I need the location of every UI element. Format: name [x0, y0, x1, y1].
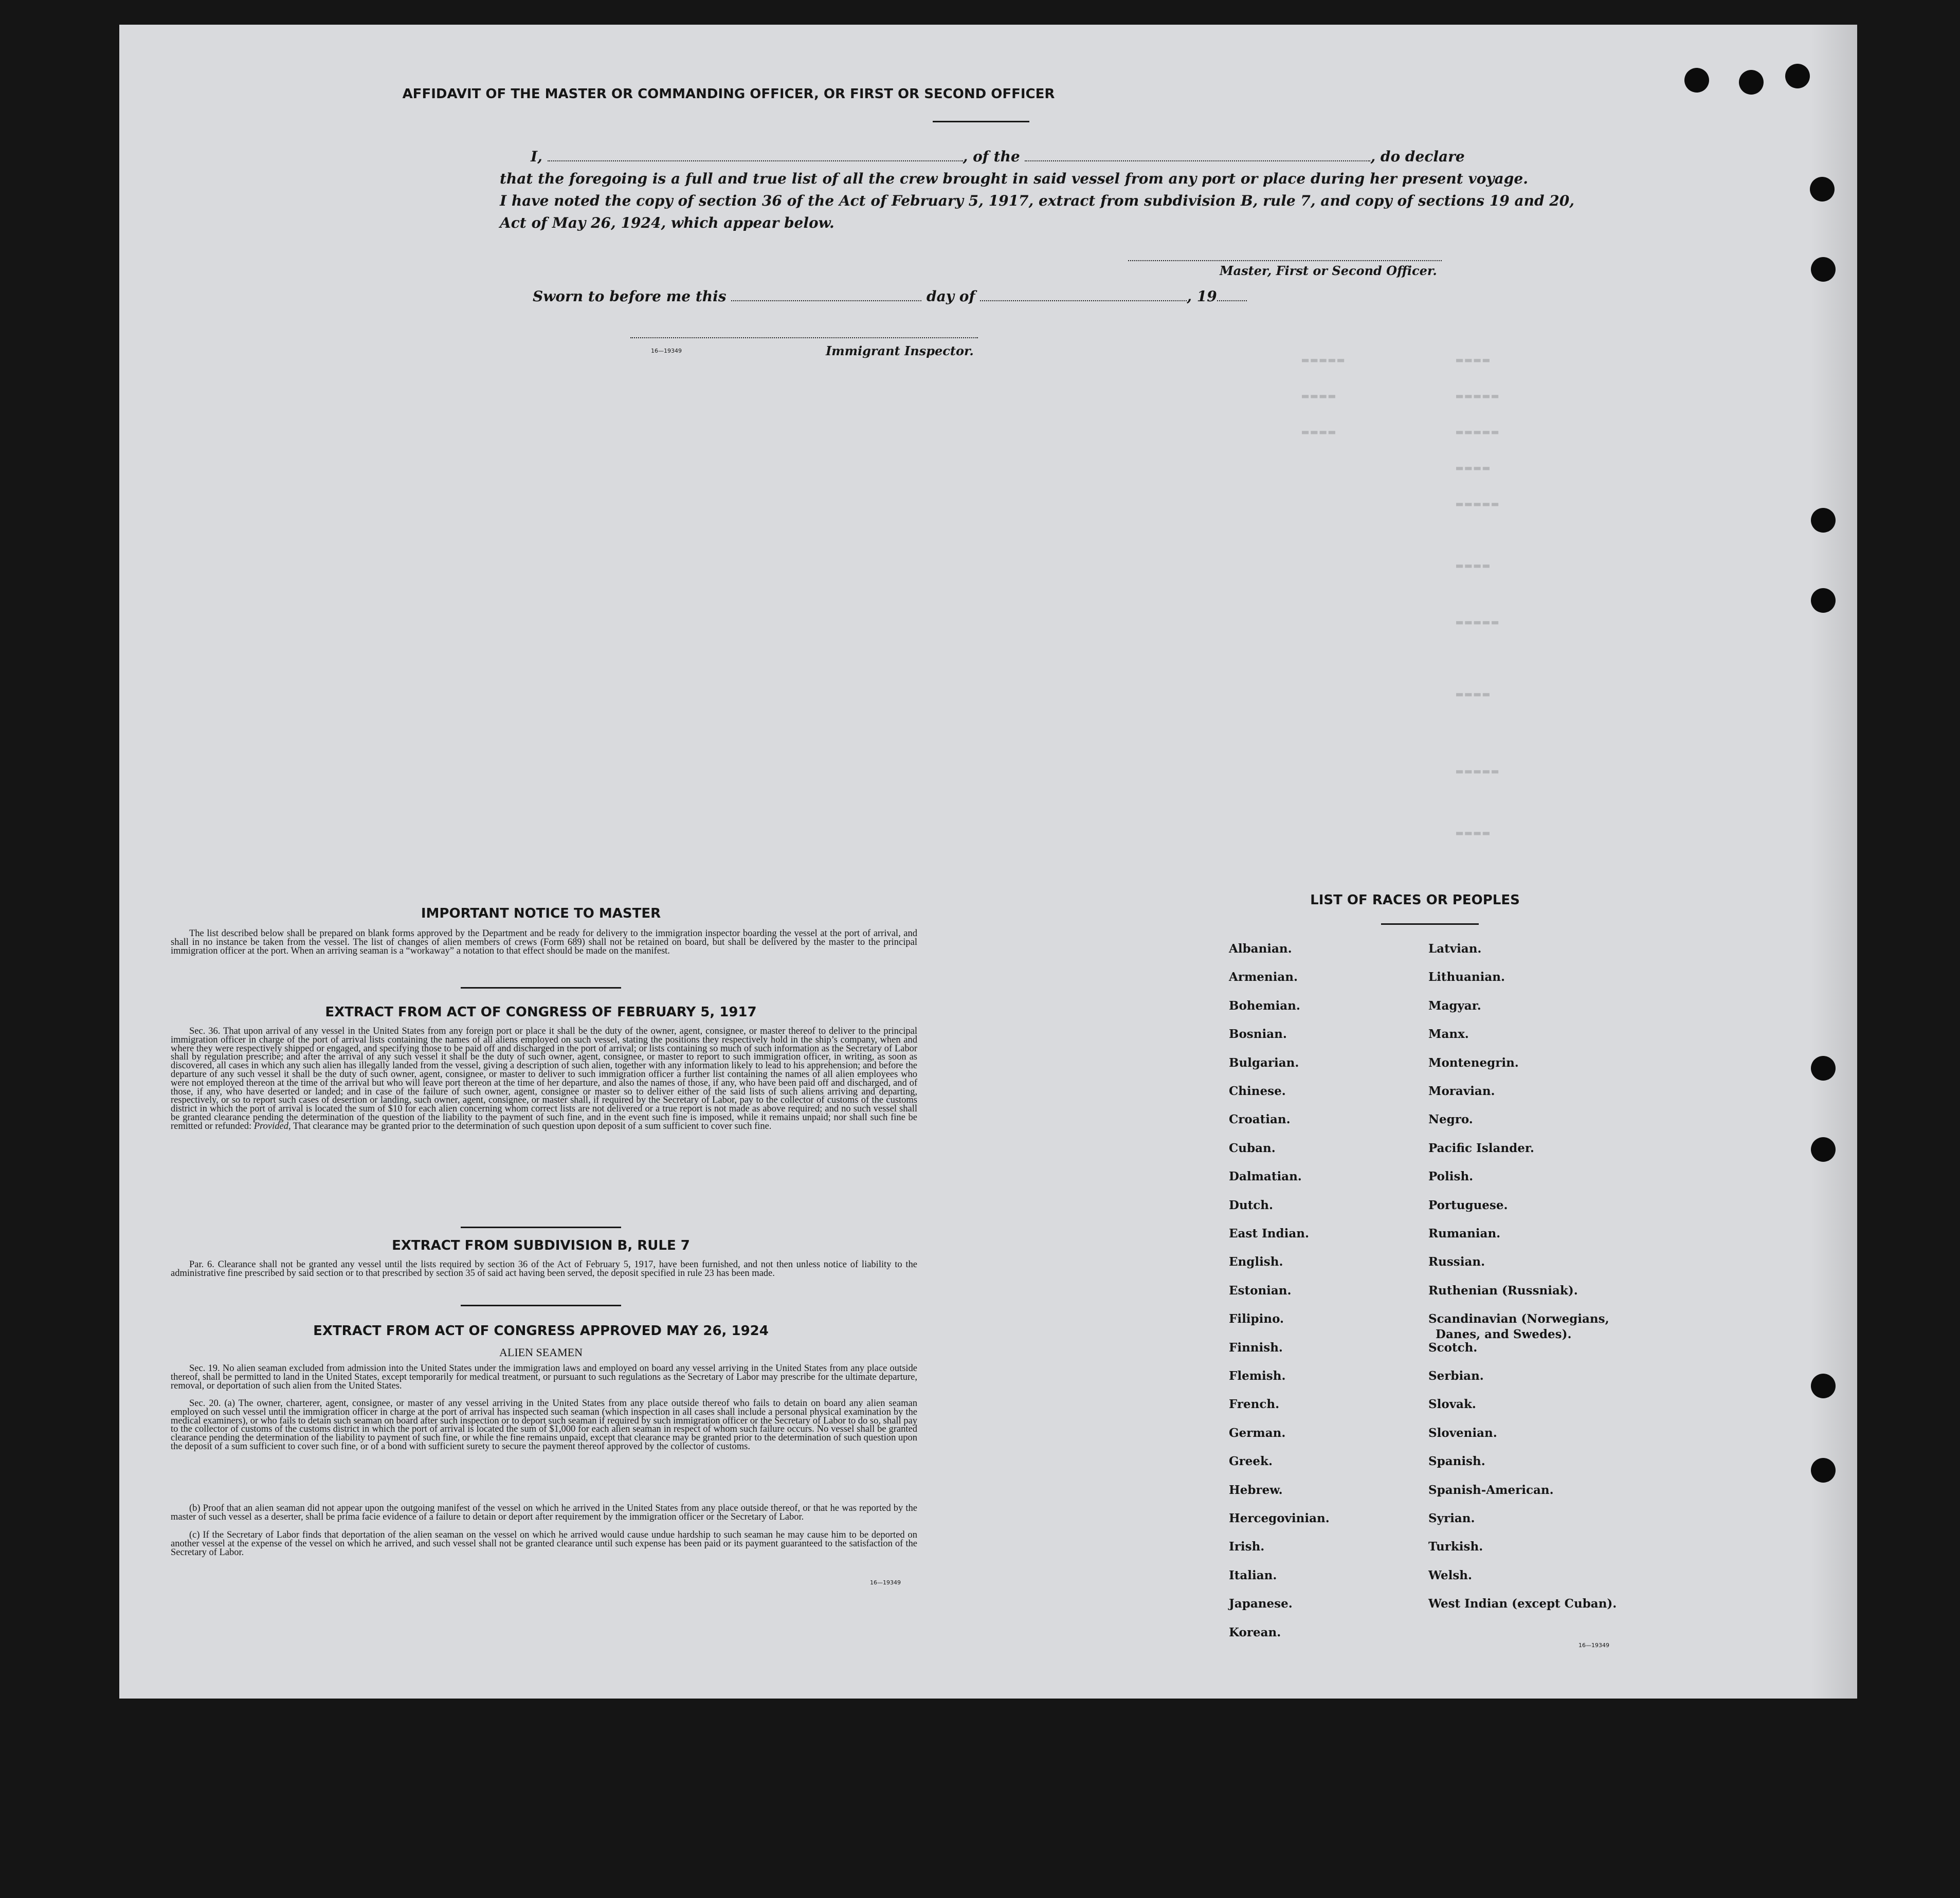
races-form-number: 16—19349: [1578, 1642, 1609, 1649]
bleed-through-mark: ▬▬▬▬▬: [1456, 765, 1501, 778]
affidavit-title-rule: [933, 121, 1029, 122]
punch-hole: [1811, 1458, 1836, 1483]
punch-hole: [1785, 64, 1810, 88]
race-item: Irish.: [1229, 1540, 1265, 1554]
i-label: I,: [531, 148, 542, 165]
race-item: Dalmatian.: [1229, 1170, 1302, 1184]
race-item: Japanese.: [1229, 1597, 1293, 1611]
punch-hole: [1811, 1374, 1836, 1398]
punch-hole: [1684, 68, 1709, 93]
master-signature-label: Master, First or Second Officer.: [1220, 263, 1437, 278]
bleed-through-mark: ▬▬▬▬▬: [1456, 426, 1501, 439]
sworn-year-field[interactable]: [1217, 298, 1247, 301]
race-item: Syrian.: [1428, 1511, 1475, 1525]
extract-1917-title: EXTRACT FROM ACT OF CONGRESS OF FEBRUARY 5, 1917: [325, 1005, 757, 1020]
extract-1924-title: EXTRACT FROM ACT OF CONGRESS APPROVED MAY 26, 1924: [313, 1323, 769, 1339]
race-item: Slovenian.: [1428, 1426, 1497, 1440]
vessel-name-field[interactable]: [1025, 158, 1370, 161]
race-item: Spanish-American.: [1428, 1483, 1554, 1497]
bleed-through-mark: ▬▬▬▬: [1456, 559, 1492, 572]
day-of-label: day of: [927, 288, 975, 305]
manifest-sheet: [119, 25, 1857, 1699]
race-item: East Indian.: [1229, 1227, 1309, 1240]
sworn-line: [533, 288, 1247, 305]
extract-1924-sec20a: Sec. 20. (a) The owner, charterer, agent, consignee, or master of any vessel arriving in the United States from any place outside thereof who fails to detain on board any alien seaman employed on such vessel until the immigration officer in charge at the port of arrival has inspected such seaman (which inspection in all cases shall include a personal physical examination by the medical examiners), or who fails to detain such seaman on board after such inspection or to deport such seaman if required by such immigration officer or the Secretary of Labor to do so, shall pay to the collector of customs of the customs district in which the port of arrival is located the sum of $1,000 for each alien seaman in respect of whom such failure occurs. No vessel shall be granted clearance pending the determination of the liability to payment of such fine, or while the fine remains unpaid, except that clearance may be granted prior to the determination of such question upon the deposit of a sum sufficient to cover such fine, or of a bond with sufficient surety to secure the payment thereof approved by the collector of customs.: [171, 1398, 917, 1452]
punch-hole: [1811, 1056, 1836, 1081]
affidavit-declaration-line: [531, 148, 1465, 165]
race-item: Danes, and Swedes).: [1436, 1327, 1572, 1342]
bleed-through-mark: ▬▬▬▬: [1302, 426, 1337, 439]
races-title: LIST OF RACES OR PEOPLES: [1310, 892, 1520, 908]
race-item: Bohemian.: [1229, 998, 1300, 1013]
extract-rule7-text: Par. 6. Clearance shall not be granted any vessel until the lists required by section 36 of the Act of February 5, 1917, have been furnished, and not then unless notice of liability to the administrative fine prescribed by said section or to that prescribed by section 35 of said act having been served, the deposit specified in rule 23 has been made.: [171, 1260, 917, 1279]
punch-hole: [1811, 1137, 1836, 1162]
race-item: Hercegovinian.: [1229, 1511, 1330, 1525]
race-item: Magyar.: [1428, 998, 1481, 1013]
race-item: Latvian.: [1428, 942, 1482, 956]
race-item: Greek.: [1229, 1454, 1273, 1469]
race-item: Scandinavian (Norwegians,: [1428, 1312, 1609, 1326]
race-item: Pacific Islander.: [1428, 1141, 1534, 1155]
race-item: Albanian.: [1229, 942, 1292, 956]
race-item: Armenian.: [1229, 970, 1298, 984]
race-item: Spanish.: [1428, 1454, 1485, 1469]
affidavit-title: AFFIDAVIT OF THE MASTER OR COMMANDING OFFICER, OR FIRST OR SECOND OFFICER: [402, 86, 1055, 102]
race-item: Welsh.: [1428, 1568, 1473, 1582]
bleed-through-mark: ▬▬▬▬: [1456, 827, 1492, 840]
race-item: Dutch.: [1229, 1198, 1274, 1212]
of-the-label: , of the: [963, 148, 1020, 165]
sworn-month-field[interactable]: [980, 298, 1187, 301]
extract-1917-text: Sec. 36. That upon arrival of any vessel in the United States from any foreign port or place it shall be the duty of the owner, agent, consignee, or master thereof to deliver to the principal immigration officer in charge of the port of arrival lists containing the names of all aliens employed on such vessel, stating the positions they respectively hold in the ship’s company, when and where they were respectively shipped or engaged, and specifying those to be paid off and discharged in the port of arrival; or lists containing so much of such information as the Secretary of Labor shall by regulation prescribe; and after the arrival of any such vessel it shall be the duty of such owner, agent, consignee, or master to report to such immigration officer, in writing, as soon as discovered, all cases in which any such alien has illegally landed from the vessel, giving a description of such alien, together with any information likely to lead to his apprehension; and before the departure of any such vessel it shall be the duty of such owner, agent, consignee, or master to deliver to such immigration officer a further list containing the names of all alien employees who were not employed thereon at the time of the arrival but who will leave port thereon at the time of her departure, and also the names of those, if any, who have been paid off and discharged, and of those, if any, who have deserted or landed; and in case of the failure of such owner, agent, consignee or master so to deliver either of the said lists of such aliens arriving and departing, respectively, or so to report such cases of desertion or landing, such owner, agent, consignee, or master shall, if required by the Secretary of Labor, pay to the collector of customs of the customs district in which the port of arrival is located the sum of $10 for each alien concerning whom correct lists are not delivered or a true report is not made as above required; and no such vessel shall be granted clearance pending the determination of the question of the liability to the payment of such fine, and in the event such fine is imposed, while it remains unpaid; nor shall such fine be remitted or refunded: Provided, That clearance may be granted prior to the determination of such question upon deposit of a sum sufficient to cover such fine.: [171, 1026, 917, 1132]
race-item: Croatian.: [1229, 1112, 1291, 1127]
extract-rule7-rule: [461, 1305, 621, 1306]
affidavit-form-number: 16—19349: [651, 348, 682, 354]
race-item: Montenegrin.: [1428, 1055, 1519, 1070]
bleed-through-mark: ▬▬▬▬: [1456, 462, 1492, 474]
race-item: Bosnian.: [1229, 1027, 1287, 1042]
race-item: Serbian.: [1428, 1369, 1484, 1383]
punch-hole: [1810, 177, 1835, 202]
race-item: Portuguese.: [1428, 1198, 1508, 1212]
notice-text: The list described below shall be prepared on blank forms approved by the Department and be ready for delivery to the immigration inspector boarding the vessel at the port of arrival, and shall in no instance be taken from the vessel. The list of changes of alien members of crews (Form 689) shall not be retained on board, but shall be delivered by the master to the principal immigration officer at the port. When an arriving seaman is a “workaway” a notation to that effect should be made on the manifest.: [171, 928, 917, 956]
inspector-signature-label: Immigrant Inspector.: [826, 343, 974, 358]
extract-1917-rule: [461, 1227, 621, 1228]
race-item: Estonian.: [1229, 1283, 1292, 1298]
race-item: Turkish.: [1428, 1540, 1483, 1554]
race-item: Chinese.: [1229, 1084, 1286, 1098]
sworn-label: Sworn to before me this: [533, 288, 727, 305]
master-signature-field[interactable]: [1128, 258, 1442, 261]
race-item: Korean.: [1229, 1625, 1281, 1639]
race-item: German.: [1229, 1426, 1286, 1440]
race-item: West Indian (except Cuban).: [1428, 1597, 1617, 1611]
inspector-signature-field[interactable]: [630, 335, 978, 338]
race-item: Scotch.: [1428, 1340, 1478, 1355]
notice-title: IMPORTANT NOTICE TO MASTER: [421, 906, 661, 921]
race-item: Slovak.: [1428, 1397, 1476, 1412]
notice-rule: [461, 987, 621, 989]
bleed-through-mark: ▬▬▬▬: [1456, 688, 1492, 701]
race-item: English.: [1229, 1255, 1283, 1269]
race-item: Bulgarian.: [1229, 1055, 1299, 1070]
race-item: Filipino.: [1229, 1312, 1284, 1326]
punch-hole: [1811, 508, 1836, 533]
bleed-through-mark: ▬▬▬▬▬: [1456, 390, 1501, 403]
do-declare-label: , do declare: [1370, 148, 1465, 165]
race-item: Lithuanian.: [1428, 970, 1505, 984]
race-item: Italian.: [1229, 1568, 1277, 1582]
race-item: Flemish.: [1229, 1369, 1286, 1383]
extract-1924-sec19: Sec. 19. No alien seaman excluded from admission into the United States under the immigration laws and employed on board any vessel arriving in the United States from any place outside thereof, shall be permitted to land in the United States, except temporarily for medical treatment, or pursuant to such regulations as the Secretary of Labor may prescribe for the ultimate departure, removal, or deportation of such alien from the United States.: [171, 1363, 917, 1391]
bleed-through-mark: ▬▬▬▬▬: [1456, 616, 1501, 629]
race-item: Hebrew.: [1229, 1483, 1283, 1497]
race-item: Rumanian.: [1428, 1227, 1501, 1240]
bleed-through-mark: ▬▬▬▬▬: [1302, 354, 1347, 367]
punch-hole: [1739, 70, 1764, 95]
race-item: Polish.: [1428, 1170, 1474, 1184]
race-item: Finnish.: [1229, 1340, 1283, 1355]
affidavit-line-3: I have noted the copy of section 36 of the Act of February 5, 1917, extract from subdivision B, rule 7, and copy of sections 19 and 20,: [500, 192, 1575, 209]
bleed-through-mark: ▬▬▬▬▬: [1456, 498, 1501, 510]
sworn-day-field[interactable]: [731, 298, 921, 301]
race-item: Russian.: [1428, 1255, 1485, 1269]
race-item: Ruthenian (Russniak).: [1428, 1283, 1578, 1298]
year-label: , 19: [1187, 288, 1217, 305]
alien-seamen-subtitle: ALIEN SEAMEN: [499, 1346, 583, 1359]
master-name-field[interactable]: [548, 158, 963, 161]
punch-hole: [1811, 588, 1836, 613]
bleed-through-mark: ▬▬▬▬: [1302, 390, 1337, 403]
extract-rule7-title: EXTRACT FROM SUBDIVISION B, RULE 7: [392, 1238, 690, 1253]
extract-1924-sec20b: (b) Proof that an alien seaman did not appear upon the outgoing manifest of the vessel on which he arrived in the United States from any place outside thereof, or that he was reported by the master of such vessel as a deserter, shall be prima facie evidence of a failure to detain or deport after requirement by the immigration officer or the Secretary of Labor.: [171, 1503, 917, 1522]
affidavit-line-4: Act of May 26, 1924, which appear below.: [500, 214, 834, 231]
race-item: Cuban.: [1229, 1141, 1276, 1155]
extract-form-number: 16—19349: [870, 1579, 901, 1586]
race-item: French.: [1229, 1397, 1280, 1412]
race-item: Negro.: [1428, 1112, 1473, 1127]
race-item: Moravian.: [1428, 1084, 1495, 1098]
race-item: Manx.: [1428, 1027, 1469, 1042]
extract-1924-sec20c: (c) If the Secretary of Labor finds that deportation of the alien seaman on the vessel on which he arrived would cause undue hardship to such seaman he may cause him to be deported on another vessel at the expense of the vessel on which he arrived, and such vessel shall not be granted clearance until such expense has been paid or its payment guaranteed to the satisfaction of the Secretary of Labor.: [171, 1530, 917, 1558]
races-title-rule: [1381, 923, 1479, 925]
punch-hole: [1811, 257, 1836, 282]
bleed-through-mark: ▬▬▬▬: [1456, 354, 1492, 367]
affidavit-line-2: that the foregoing is a full and true list of all the crew brought in said vessel from any port or place during her present voyage.: [500, 170, 1528, 187]
